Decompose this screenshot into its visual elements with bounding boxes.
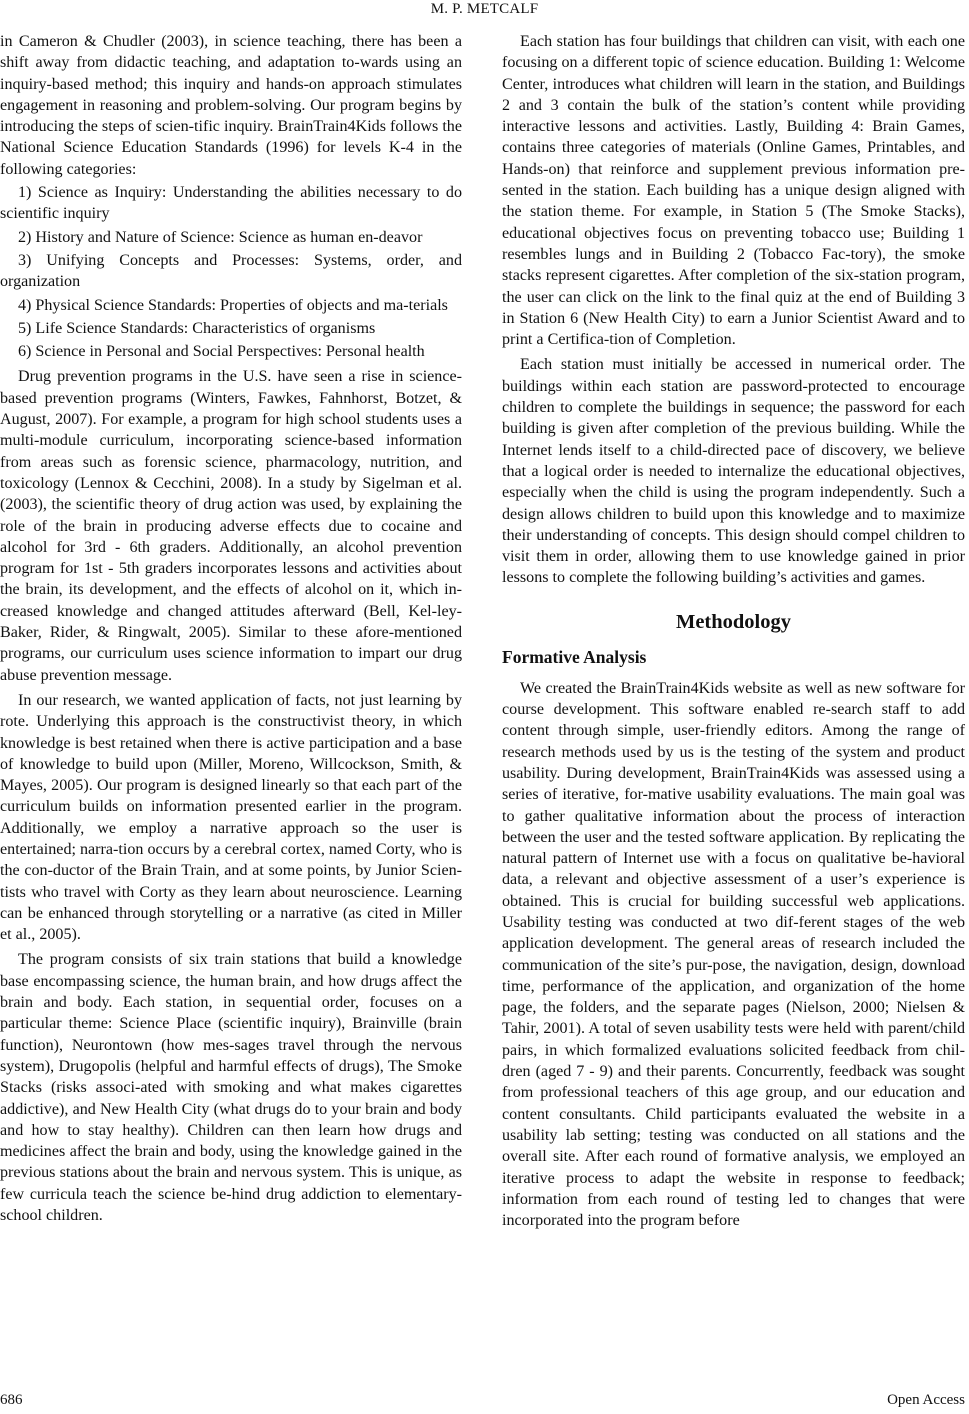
standards-list-item: 5) Life Science Standards: Characteristics of organisms xyxy=(18,319,376,337)
paragraph: in Cameron & Chudler (2003), in science teaching, there has been a shift away from didactic teaching, and adaptation to-wards using an inquiry-based method; this inquiry and hands-on approach stimulates engagement in reasoning and problem-solving. Our program begins by introducing the steps of scien-tific inquiry. BrainTrain4Kids follows the National Science Education Standards (1996) for levels K-4 in the following categories: xyxy=(0,33,462,178)
page-number: 686 xyxy=(0,1392,23,1408)
standards-list-item: 4) Physical Science Standards: Properties of objects and ma-terials xyxy=(18,296,448,314)
paragraph: In our research, we wanted application of facts, not just learning by rote. Underlying this approach is the constructivist theory, in which knowledge is best retained when there is active participation and a base of knowledge to build upon (Miller, Moreno, Willcockson, Smith, & Mayes, 2005). Our program is designed linearly so that each part of the curriculum builds on information presented earlier in the program. Additionally, we employ a narrative approach so the user is entertained; narra-tion occurs by a cerebral cortex, named Corty, who is the con-ductor of the Brain Train, and at some points, by Junior Scien-tists who travel with Corty as they learn about neuroscience. Learning can be enhanced through storytelling or a narrative (as cited in Miller et al., 2005). xyxy=(0,691,462,944)
paragraph: Each station must initially be accessed in numerical order. The buildings within each station are password-protected to encourage children to complete the buildings in sequence; the password for each building is given after completion of the previous building. While the Internet lends itself to a child-directed pace of discovery, we believe that a logical order is needed to internalize the educational objectives, especially when the child is using the program independently. Such a design allows children to build upon this knowledge and to maximize their understanding of concepts. This design should compel children to visit them in order, allowing them to use knowledge gained in prior lessons to complete the following building’s activities and games. xyxy=(502,356,965,587)
paragraph: We created the BrainTrain4Kids website as well as new software for course development. This software enabled re-search staff to add content through simple, user-friendly editors. Among the range of research methods used by us is the testing of the system and product usability. During development, BrainTrain4Kids was assessed using a series of iterative, for-mative usability evaluations. The main goal was to gather qualitative information about the process of interaction between the user and the tested software application. By replicating the natural pattern of Internet use with a focus on qualitative be-havioral data, a relevant and objective assessment of a user’s experience is obtained. This is crucial for building successful web applications. Usability testing was conducted at two dif-ferent stages of the web application development. The general areas of research included the communication of the site’s pur-pose, the navigation, design, download time, performance of the application, and organization of the home page, the folders, and the separate pages (Nielson, 2000; Nielsen & Tahir, 2001). A total of seven usability tests were held with parent/child pairs, in which formalized evaluations solicited feedback from chil-dren (aged 7 - 9) and their parents. Concurrently, feedback was sought from professional teachers of this age group, and our education and content consultants. Child participants evaluated the website in a usability lab setting; testing was conducted on all stations and the overall site. After each round of formative analysis, we employed an iterative process to adapt the website in response to feedback; information from each round of testing led to changes that were incorporated into the program before xyxy=(502,679,965,1230)
standards-list-item: 6) Science in Personal and Social Perspectives: Personal health xyxy=(18,343,425,361)
paragraph: The program consists of six train stations that build a knowledge base encompassing science, the human brain, and how drugs affect the brain and body. Each station, in sequential order, focuses on a particular theme: Science Place (scientific inquiry), Brainville (brain function), Neurontown (how mes-sages travel through the nervous system), Drugopolis (helpful and harmful effects of drugs), The Smoke Stacks (risks associ-ated with smoking and what makes cigarettes addictive), and New Health City (what drugs do to your brain and body and how to stay healthy). Children can then learn how drugs and medicines affect the brain and body, using the knowledge gained in the previous stations about the brain and nervous system. This is unique, as few curricula teach the science be-hind drug addiction to elementary-school children. xyxy=(0,951,462,1225)
right-column xyxy=(502,31,965,1231)
journal-label: Open Access xyxy=(887,1392,965,1408)
standards-list-item: 2) History and Nature of Science: Science as human en-deavor xyxy=(18,228,423,246)
standards-list-item: 1) Science as Inquiry: Understanding the abilities necessary to do scientific inquiry xyxy=(0,184,462,223)
section-title: Methodology xyxy=(675,610,792,633)
subsection-title: Formative Analysis xyxy=(502,646,647,667)
left-column xyxy=(0,31,462,1226)
standards-list-item: 3) Unifying Concepts and Processes: Systems, order, and organization xyxy=(0,251,462,291)
paragraph: Drug prevention programs in the U.S. have seen a rise in science-based prevention programs (Winters, Fawkes, Fahnhorst, Botzet, & August, 2007). For example, a program for high school students uses a multi-module curriculum, incorporating science-based information from areas such as forensic science, pharmacology, nutrition, and toxicology (Lennox & Cecchini, 2008). In a study by Sigelman et al. (2003), the scientific theory of drug action was used, by explaining the role of the brain in producing adverse effects due to cocaine and alcohol for 3rd - 6th graders. Additionally, an alcohol prevention program for 1st - 5th graders incorporates lessons and activities about the brain, its development, and the effects of alcohol on it, which in-creased knowledge and changed attitudes afterward (Bell, Kel-ley-Baker, Rider, & Ringwalt, 2005). Similar to these afore-mentioned programs, our curriculum uses science information to impart our drug abuse prevention message. xyxy=(0,368,462,684)
running-head: M. P. METCALF xyxy=(430,1,539,17)
paragraph: Each station has four buildings that children can visit, with each one focusing on a different topic of science education. Building 1: Welcome Center, introduces what children will learn in the station, and Buildings 2 and 3 contain the bulk of the station’s content while providing interactive lessons and activities. Lastly, Building 4: Brain Games, contains three categories of materials (Online Games, Printables, and Hands-on) that reinforce and supplement previous information pre-sented in the station. Each building has a unique design aligned with the station theme. For example, in Station 5 (The Smoke Stacks), educational objectives focus on preventing tobacco use; Building 1 resembles lungs and in Building 2 (Tobacco Fac-tory), the smoke stacks represent cigarettes. After completion of the six-station program, the user can click on the link to the final quiz at the end of Building 3 in Station 6 (New Health City) to earn a Junior Scientist Award and to print a Certifica-tion of Completion. xyxy=(502,33,965,349)
